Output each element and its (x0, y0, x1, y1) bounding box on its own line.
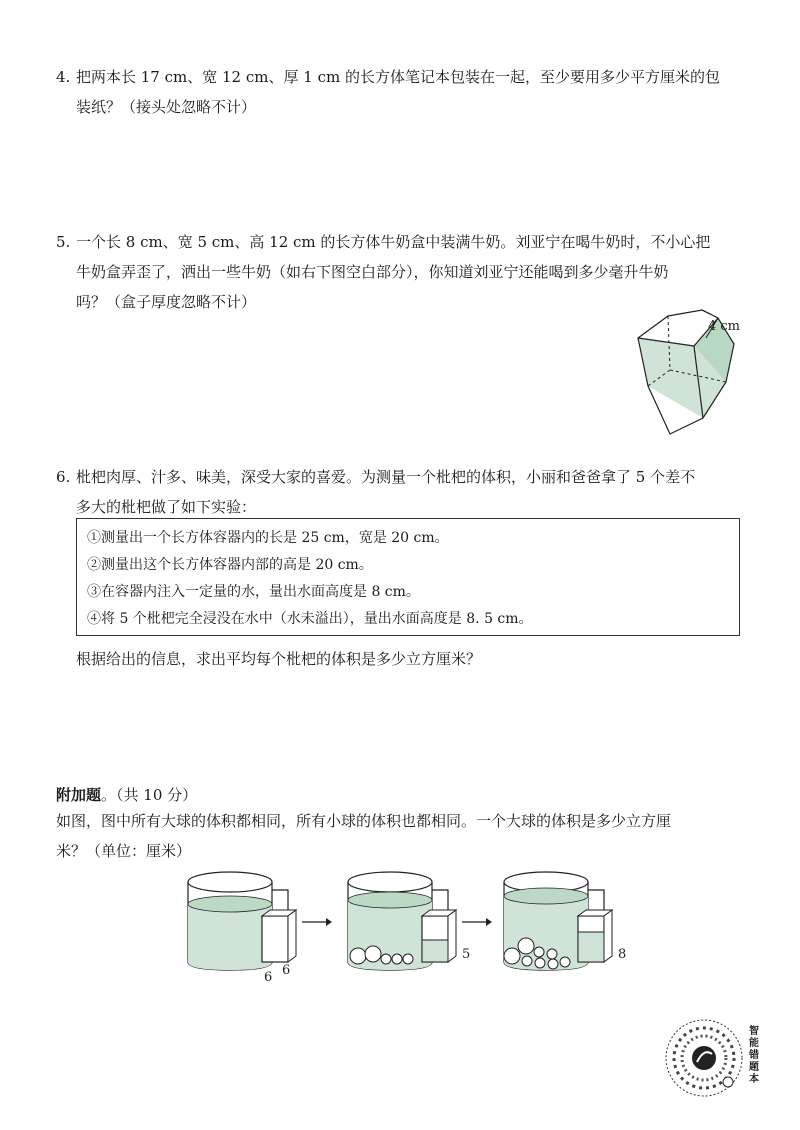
question-text: 牛奶盒弄歪了，洒出一些牛奶（如右下图空白部分），你知道刘亚宁还能喝到多少毫升牛奶 (76, 263, 669, 281)
dimension-label: 4 cm (708, 319, 741, 334)
dimension-tick (702, 310, 710, 314)
question-prompt: 根据给出的信息，求出平均每个枇杷的体积是多少立方厘米？ (76, 650, 482, 668)
question-number: 4. (56, 68, 71, 86)
qr-code-icon[interactable] (664, 1018, 744, 1098)
big-ball (518, 938, 534, 954)
experiment-step: ③在容器内注入一定量的水，量出水面高度是 8 cm。 (87, 584, 420, 600)
dimension-label: 8 (618, 947, 627, 962)
experiment-step: ④将 5 个枇杷完全浸没在水中（水未溢出），量出水面高度是 8. 5 cm。 (87, 611, 533, 627)
small-ball (548, 959, 558, 969)
experiment-step: ②测量出这个长方体容器内部的高是 20 cm。 (87, 557, 373, 573)
question-text: 吗？（盒子厚度忽略不计） (76, 293, 257, 311)
bonus-question (56, 806, 756, 866)
big-ball (350, 948, 366, 964)
small-ball (392, 954, 402, 964)
dimension-label: 6 (282, 963, 291, 978)
arrow-icon (462, 918, 492, 926)
question-4 (56, 62, 756, 122)
small-ball (522, 956, 532, 966)
experiment-steps-box (76, 518, 740, 636)
small-ball (381, 954, 391, 964)
bonus-title: 附加题 (56, 786, 102, 804)
container-figure-1 (188, 872, 296, 985)
question-text: 多大的枇杷做了如下实验： (76, 498, 257, 516)
small-ball (535, 958, 545, 968)
question-text: 装纸？（接头处忽略不计） (76, 98, 257, 116)
small-ball (560, 957, 570, 967)
question-text: 米？（单位：厘米） (56, 842, 192, 860)
experiment-step: ①测量出一个长方体容器内的长是 25 cm，宽是 20 cm。 (87, 530, 449, 546)
arrow-icon (302, 918, 332, 926)
small-ball (534, 947, 544, 957)
dimension-label: 5 (462, 947, 471, 962)
bonus-figures (180, 866, 627, 986)
question-text: 枇杷肉厚、汁多、味美，深受大家的喜爱。为测量一个枇杷的体积，小丽和爸爸拿了 5 个差不 (76, 468, 696, 486)
question-number: 6. (56, 468, 71, 486)
dimension-label: 6 (264, 970, 273, 985)
small-ball (403, 954, 413, 964)
container-figure-2 (348, 872, 470, 970)
question-5 (56, 227, 756, 317)
question-6 (56, 462, 756, 522)
qr-label: 智能错题本 (749, 1026, 759, 1085)
big-ball (504, 948, 520, 964)
question-text: 一个长 8 cm、宽 5 cm、高 12 cm 的长方体牛奶盒中装满牛奶。刘亚宁在喝牛奶时，不小心把 (76, 233, 711, 251)
bonus-score: 。（共 10 分） (101, 786, 198, 804)
question-number: 5. (56, 233, 71, 251)
container-figure-3 (504, 872, 626, 970)
small-ball (547, 949, 557, 959)
question-text: 把两本长 17 cm、宽 12 cm、厚 1 cm 的长方体笔记本包装在一起，至少要用多少平方厘米的包 (76, 68, 720, 86)
big-ball (365, 946, 381, 962)
question-text: 如图，图中所有大球的体积都相同，所有小球的体积也都相同。一个大球的体积是多少立方厘 (56, 812, 672, 830)
tilted-milk-box-figure (628, 310, 748, 440)
